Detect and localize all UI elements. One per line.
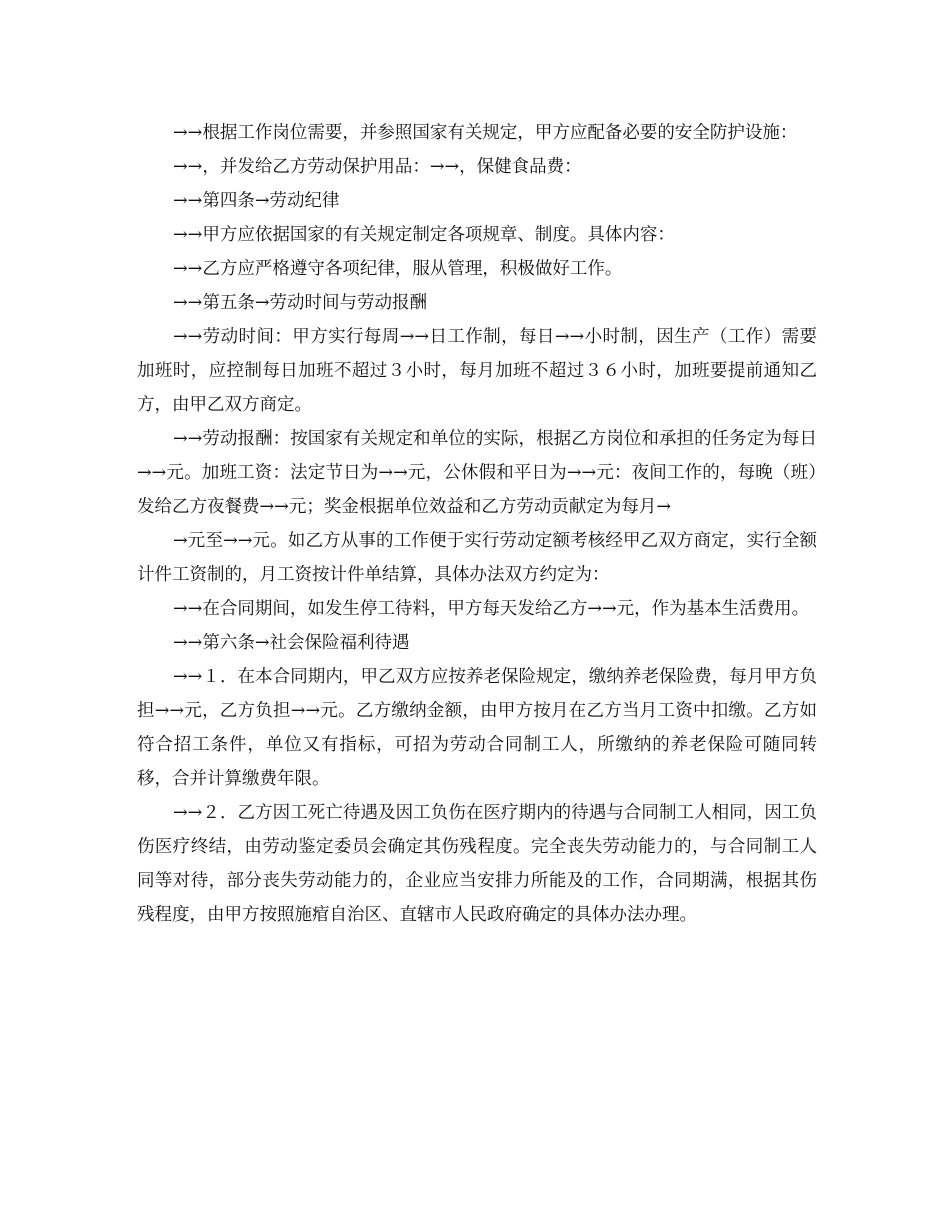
paragraph-piece-rate: →元至→→元。如乙方从事的工作便于实行劳动定额考核经甲乙双方商定，实行全额计件工资制的，月工资按计件单结算，具体办法双方约定为： bbox=[137, 531, 817, 585]
paragraph-work-stoppage: →→在合同期间，如发生停工待料，甲方每天发给乙方→→元，作为基本生活费用。 bbox=[173, 599, 810, 619]
paragraph-observe-discipline: →→乙方应严格遵守各项纪律，服从管理，积极做好工作。 bbox=[173, 259, 623, 279]
paragraph-working-hours: →→劳动时间：甲方实行每周→→日工作制，每日→→小时制，因生产（工作）需要加班时，应控制每日加班不超过３小时，每月加班不超过３６小时，加班要提前通知乙方，由甲乙双方商定。 bbox=[137, 327, 817, 415]
paragraph-remuneration: →→劳动报酬：按国家有关规定和单位的实际，根据乙方岗位和承担的任务定为每日→→元。加班工资：法定节日为→→元，公休假和平日为→→元：夜间工作的，每晚（班）发给乙方夜餐费→→元；奖金根据单位效益和乙方劳动贡献定为每月→ bbox=[137, 429, 817, 517]
paragraph-work-injury: →→２．乙方因工死亡待遇及因工负伤在医疗期内的待遇与合同制工人相同，因工负伤医疗终结，由劳动鉴定委员会确定其伤残程度。完全丧失劳动能力的，与合同制工人同等对待，部分丧失劳动能力的，企业应当安排力所能及的工作，合同期满，根据其伤残程度，由甲方按照施痯自治区、直辖市人民政府确定的具体办法办理。 bbox=[137, 803, 817, 925]
paragraph-pension-insurance: →→１．在本合同期内，甲乙双方应按养老保险规定，缴纳养老保险费，每月甲方负担→→元，乙方负担→→元。乙方缴纳金额，由甲方按月在乙方当月工资中扣缴。乙方如符合招工条件，单位又有指标，可招为劳动合同制工人，所缴纳的养老保险可随同转移，合并计算缴费年限。 bbox=[137, 667, 817, 789]
document-body bbox=[137, 116, 817, 932]
article-4-heading: →→第四条→劳动纪律 bbox=[173, 191, 340, 211]
paragraph-rules-regulations: →→甲方应依据国家的有关规定制定各项规章、制度。具体内容： bbox=[173, 225, 675, 245]
paragraph-protective-supplies: →→，并发给乙方劳动保护用品：→→，保健食品费： bbox=[173, 157, 582, 177]
paragraph-safety-facilities: →→根据工作岗位需要，并参照国家有关规定，甲方应配备必要的安全防护设施： bbox=[173, 123, 798, 143]
article-5-heading: →→第五条→劳动时间与劳动报酬 bbox=[173, 293, 427, 313]
article-6-heading: →→第六条→社会保险福利待遇 bbox=[173, 633, 410, 653]
